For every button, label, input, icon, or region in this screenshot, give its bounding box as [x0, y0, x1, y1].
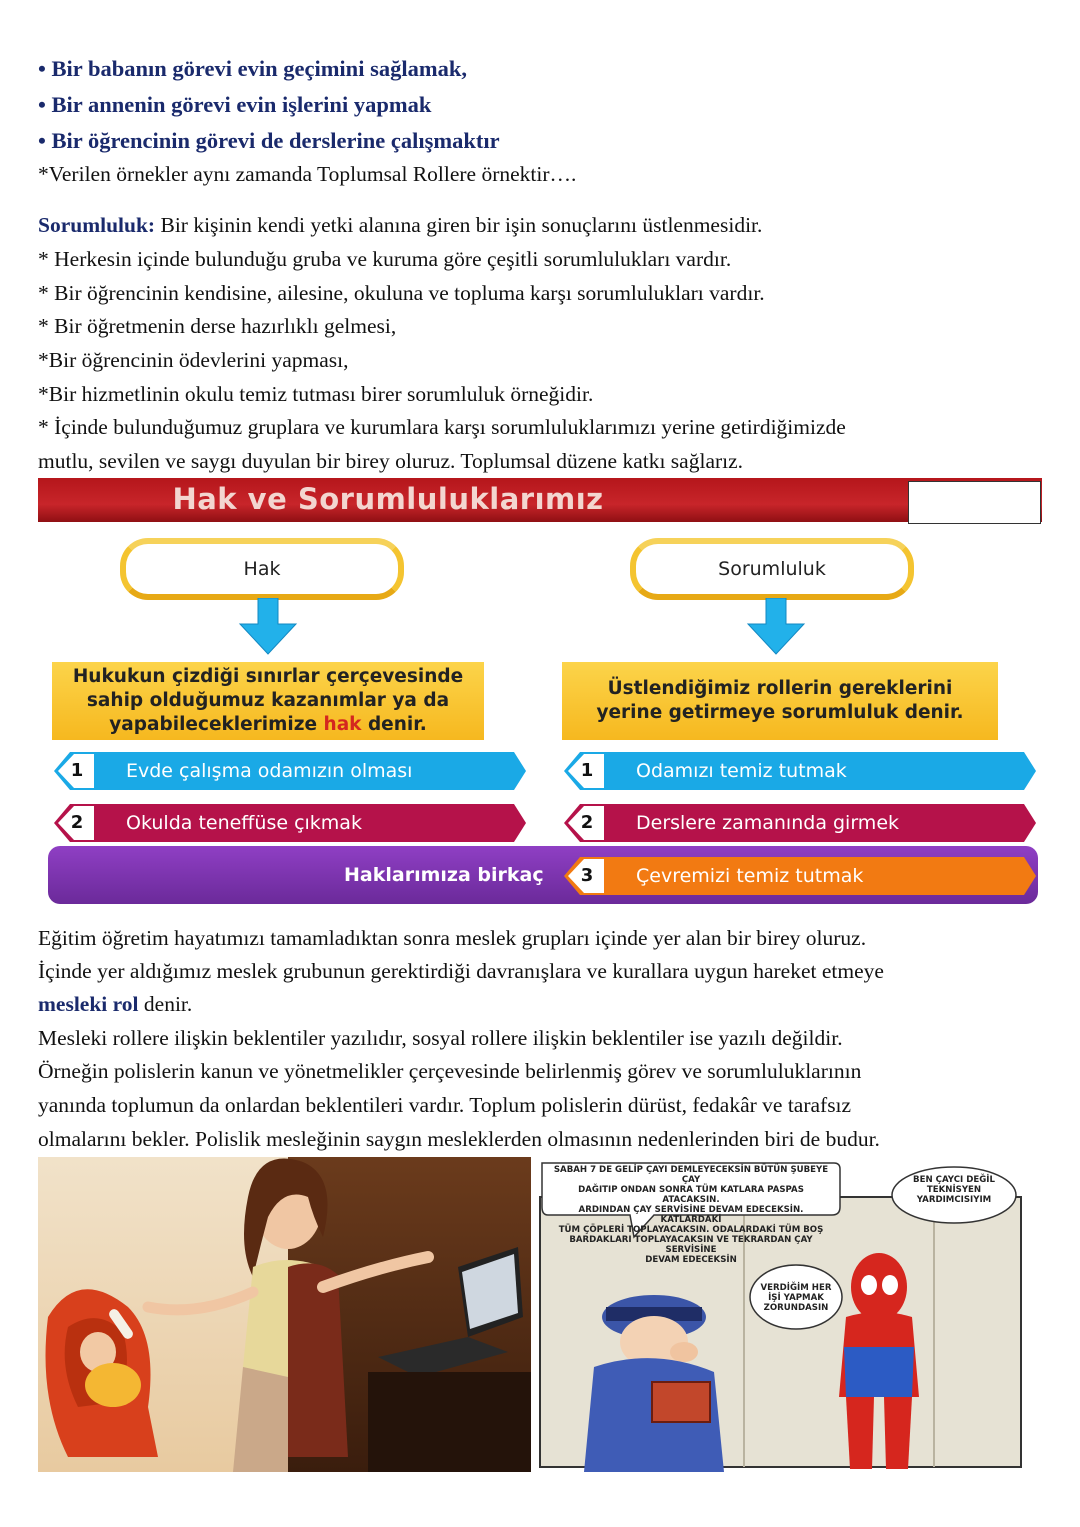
bubble-line: TEKNİSYEN	[926, 1185, 982, 1195]
cartoon-bubble-command	[752, 1283, 840, 1313]
responsibility-line: * Bir öğrencinin kendisine, ailesine, okuluna ve topluma karşı sorumlulukları vardır.	[38, 281, 765, 305]
sorumluluk-def-line: Üstlendiğimiz rollerin gereklerini	[607, 678, 953, 699]
hak-item	[48, 750, 528, 792]
item-number: 2	[580, 812, 594, 833]
sorumluluk-definition	[562, 662, 998, 740]
hak-heading-label: Hak	[243, 558, 281, 580]
sorumluluk-item	[558, 855, 1038, 897]
examples-footer-label: Haklarımıza birkaç	[344, 864, 544, 886]
down-arrow-icon	[238, 598, 298, 658]
cartoon-bubble-reply	[896, 1175, 1012, 1205]
police-spiderman-cartoon	[534, 1157, 1027, 1472]
item-number: 3	[580, 865, 594, 886]
responsibility-def-text: Bir kişinin kendi yetki alanına giren bir işin sonuçlarını üstlenmesidir.	[155, 213, 763, 237]
responsibility-line: * Bir öğretmenin derse hazırlıklı gelmesi,	[38, 314, 397, 338]
item-number: 1	[70, 760, 84, 781]
bubble-line: İŞİ YAPMAK	[768, 1293, 824, 1303]
profession-line: yanında toplumun da onlardan beklentileri vardır. Toplum polislerin dürüst, fedakâr ve tarafsız	[38, 1093, 852, 1117]
item-label: Derslere zamanında girmek	[636, 812, 900, 834]
hak-def-part: denir.	[361, 714, 427, 735]
bubble-line: SABAH 7 DE GELİP ÇAYI DEMLEYECEKSİN BÜTÜN ŞUBEYE ÇAY	[553, 1165, 829, 1185]
responsibility-line: *Bir hizmetlinin okulu temiz tutması birer sorumluluk örneğidir.	[38, 382, 594, 406]
bullet-student: • Bir öğrencinin görevi de derslerine çalışmaktır	[38, 128, 500, 153]
bubble-line: VERDİĞİM HER	[760, 1283, 832, 1293]
responsibility-term: Sorumluluk:	[38, 213, 156, 237]
profession-line: Örneğin polislerin kanun ve yönetmelikler çerçevesinde belirlenmiş görev ve sorumluluklarının	[38, 1059, 862, 1083]
hak-definition	[52, 662, 484, 740]
item-label: Evde çalışma odamızın olması	[126, 760, 413, 782]
hak-def-line	[73, 713, 463, 737]
item-label: Çevremizi temiz tutmak	[636, 865, 864, 887]
bubble-line: BEN ÇAYCI DEĞİL	[913, 1175, 995, 1185]
bullet-father: • Bir babanın görevi evin geçimini sağlamak,	[38, 56, 467, 81]
profession-line: Mesleki rollere ilişkin beklentiler yazılıdır, sosyal rollere ilişkin beklentiler ise yazılı değildir.	[38, 1026, 843, 1050]
cartoon-bubble-orders	[550, 1165, 832, 1265]
bubble-line: DAĞITIP ONDAN SONRA TÜM KATLARA PASPAS ATACAKSIN.	[578, 1185, 804, 1205]
bubble-line: YARDIMCISIYIM	[916, 1195, 992, 1205]
sorumluluk-item	[558, 750, 1038, 792]
bubble-line: ZORUNDASIN	[763, 1303, 829, 1313]
profession-line: olmalarını bekler. Polislik mesleğinin saygın mesleklerden olmasının nedenlerinden biri de budur.	[38, 1127, 880, 1151]
profession-line	[38, 987, 1048, 1021]
item-label: Okulda teneffüse çıkmak	[126, 812, 362, 834]
blank-box	[908, 481, 1041, 524]
bubble-line: BARDAKLARI TOPLAYACAKSIN VE TEKRARDAN ÇAY SERVİSİNE	[569, 1235, 813, 1255]
hak-keyword: hak	[323, 714, 362, 735]
item-number: 1	[580, 760, 594, 781]
bullet-mother: • Bir annenin görevi evin işlerini yapmak	[38, 92, 432, 117]
hak-heading	[120, 538, 404, 600]
sorumluluk-heading	[630, 538, 914, 600]
responsibility-line: * Herkesin içinde bulunduğu gruba ve kuruma göre çeşitli sorumlulukları vardır.	[38, 247, 732, 271]
mesleki-rol-term: mesleki rol	[38, 992, 139, 1016]
hak-def-line: sahip olduğumuz kazanımlar ya da	[86, 690, 450, 711]
infographic-banner	[38, 478, 1042, 522]
hak-def-line: Hukukun çizdiği sınırlar çerçevesinde	[72, 666, 464, 687]
bubble-line: TÜM ÇÖPLERİ TOPLAYACAKSIN. ODALARDAKİ TÜM BOŞ	[558, 1225, 824, 1235]
responsibility-line: * İçinde bulunduğumuz gruplara ve kurumlara karşı sorumluluklarımızı yerine getirdiğimizde	[38, 415, 846, 439]
note-social-roles: *Verilen örnekler aynı zamanda Toplumsal Rollere örnektir….	[38, 162, 577, 186]
bubble-line: ARDINDAN ÇAY SERVİSİNE DEVAM EDECEKSİN. KATLARDAKİ	[578, 1205, 804, 1225]
sorumluluk-heading-label: Sorumluluk	[718, 558, 826, 580]
bubble-line: DEVAM EDECEKSİN	[645, 1255, 737, 1265]
item-number: 2	[70, 812, 84, 833]
hak-def-part: yapabileceklerimize	[109, 714, 324, 735]
down-arrow-icon	[746, 598, 806, 658]
hak-item	[48, 802, 528, 844]
infographic-title: Hak ve Sorumluluklarımız	[172, 482, 604, 516]
mother-career-illustration	[38, 1157, 531, 1472]
responsibility-line: mutlu, sevilen ve saygı duyulan bir birey oluruz. Toplumsal düzene katkı sağlarız.	[38, 449, 744, 473]
responsibility-definition	[38, 208, 1048, 242]
rights-responsibilities-infographic	[38, 478, 1042, 906]
responsibility-line: *Bir öğrencinin ödevlerini yapması,	[38, 348, 349, 372]
mesleki-rol-rest: denir.	[138, 992, 193, 1016]
item-label: Odamızı temiz tutmak	[636, 760, 847, 782]
sorumluluk-def-line: yerine getirmeye sorumluluk denir.	[596, 702, 964, 723]
sorumluluk-item	[558, 802, 1038, 844]
profession-line: Eğitim öğretim hayatımızı tamamladıktan sonra meslek grupları içinde yer alan bir birey oluruz.	[38, 926, 867, 950]
profession-line: İçinde yer aldığımız meslek grubunun gerektirdiği davranışlara ve kurallara uygun hareket etmeye	[38, 959, 884, 983]
